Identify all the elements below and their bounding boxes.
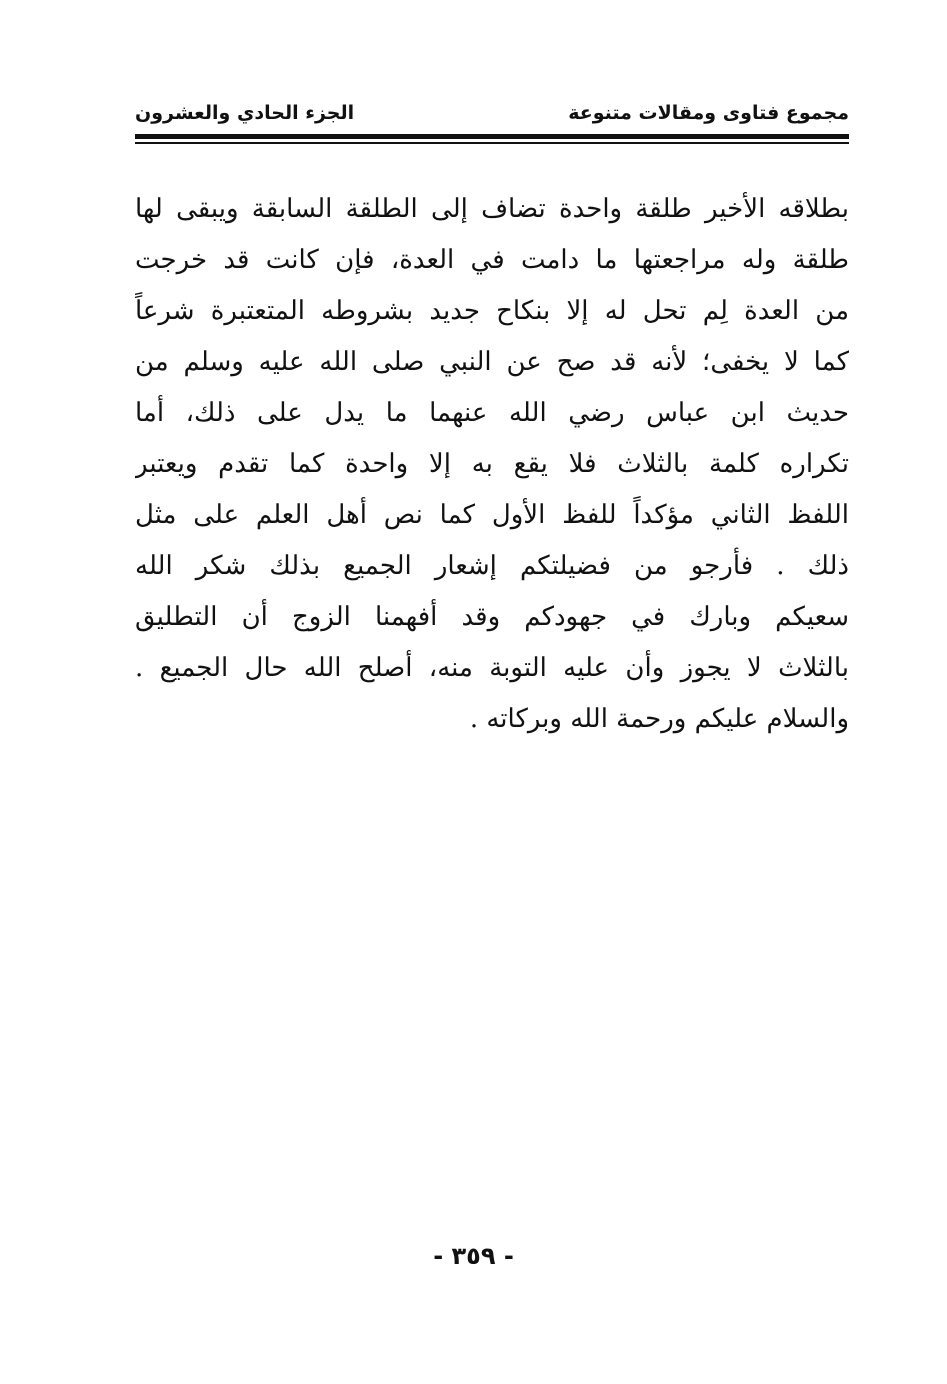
body-line: حديث ابن عباس رضي الله عنهما ما يدل على ذلك، أما: [135, 398, 849, 428]
body-line: كما لا يخفى؛ لأنه قد صح عن النبي صلى الله عليه وسلم من: [135, 347, 849, 377]
body-line-closing: والسلام عليكم ورحمة الله وبركاته .: [469, 704, 849, 734]
body-line: بطلاقه الأخير طلقة واحدة تضاف إلى الطلقة السابقة ويبقى لها: [135, 194, 849, 224]
running-header: [135, 96, 849, 130]
body-line: بالثلاث لا يجوز وأن عليه التوبة منه، أصلح الله حال الجميع .: [135, 653, 849, 683]
header-volume-title: الجزء الحادي والعشرون: [135, 102, 355, 124]
page-number: - ٣٥٩ -: [433, 1242, 514, 1270]
body-line: طلقة وله مراجعتها ما دامت في العدة، فإن كانت قد خرجت: [135, 245, 849, 275]
body-line: اللفظ الثاني مؤكداً للفظ الأول كما نص أهل العلم على مثل: [135, 500, 849, 530]
body-line: سعيكم وبارك في جهودكم وقد أفهمنا الزوج أن التطليق: [135, 602, 849, 632]
header-rule-thick: [135, 134, 849, 139]
body-line: ذلك . فأرجو من فضيلتكم إشعار الجميع بذلك شكر الله: [135, 551, 849, 581]
header-rule-thin: [135, 142, 849, 144]
body-text: [135, 184, 849, 745]
body-line: من العدة لِم تحل له إلا بنكاح جديد بشروطه المتعتبرة شرعاً: [135, 296, 849, 326]
header-book-title: مجموع فتاوى ومقالات متنوعة: [568, 102, 849, 124]
body-line: تكراره كلمة بالثلاث فلا يقع به إلا واحدة كما تقدم ويعتبر: [135, 449, 849, 479]
